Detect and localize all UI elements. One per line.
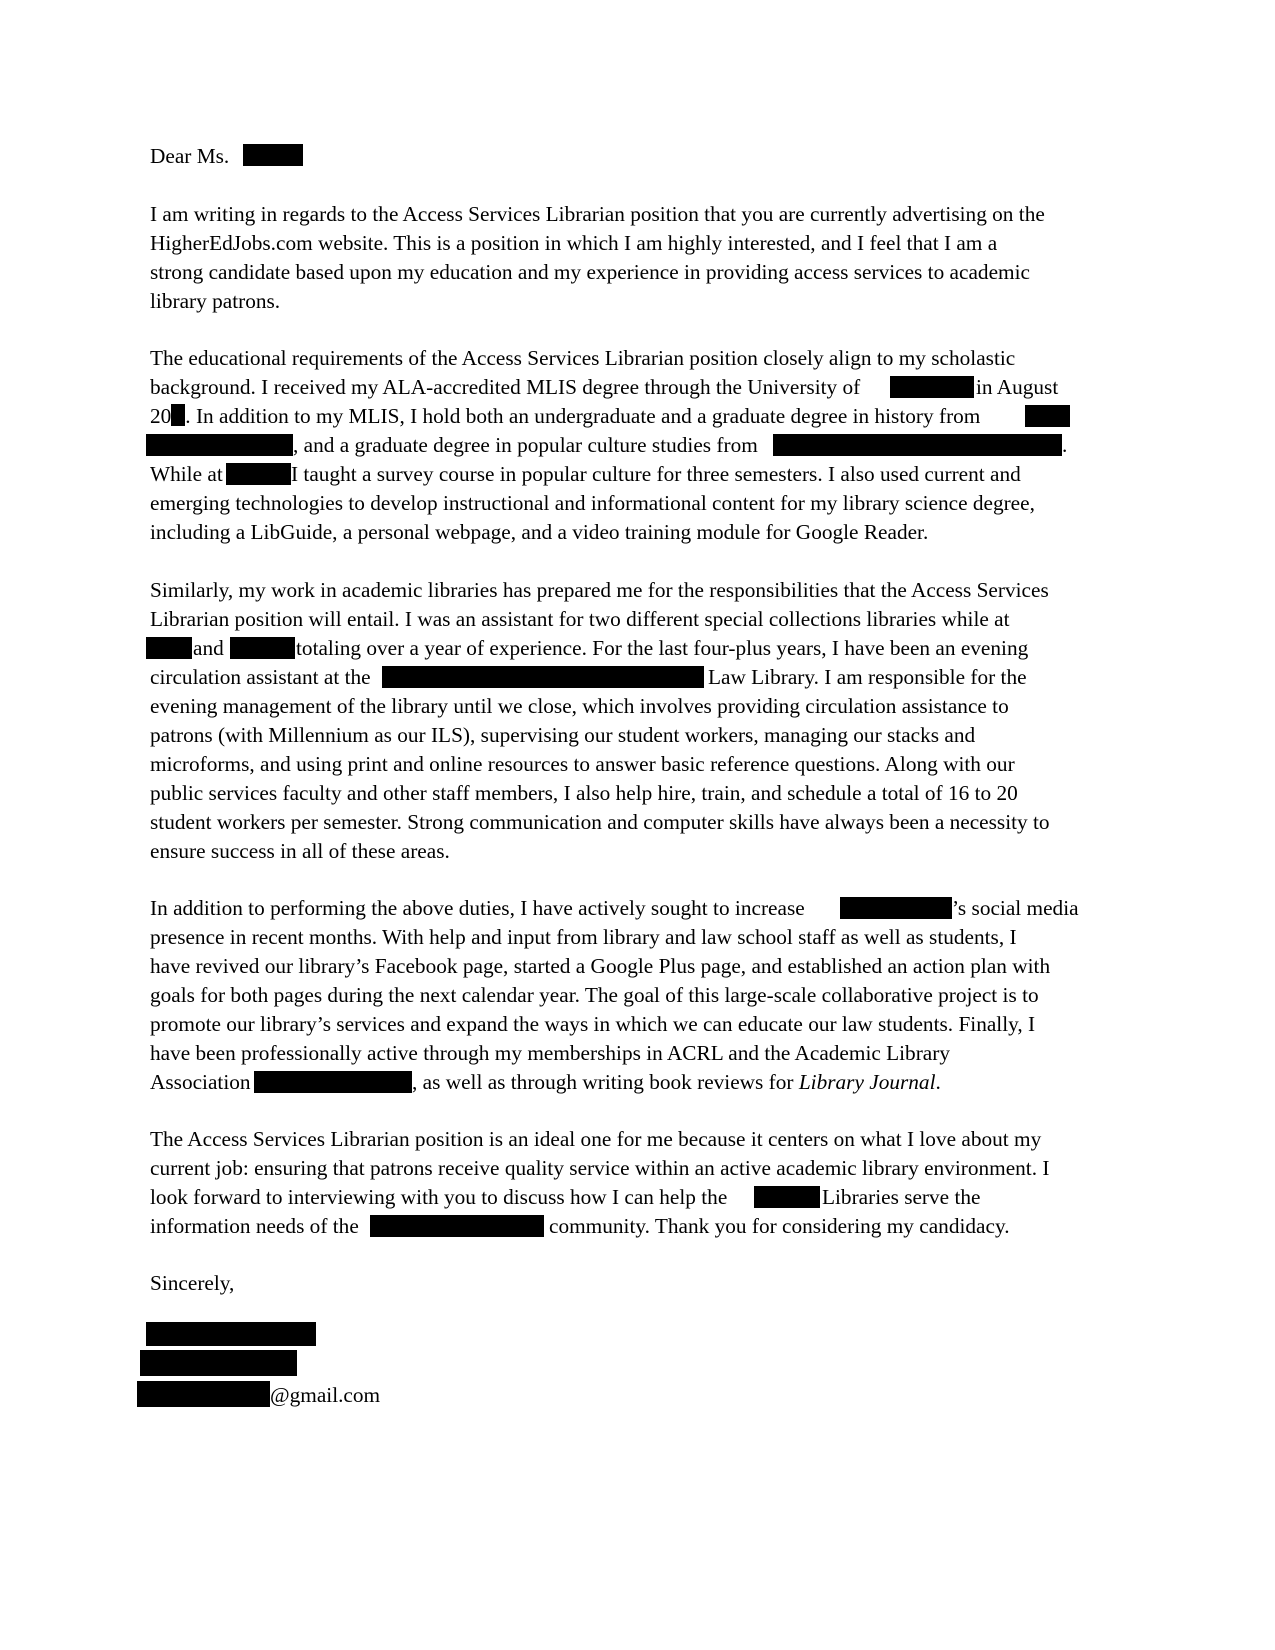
salutation-text: Dear Ms. <box>150 144 230 168</box>
redaction <box>146 434 293 456</box>
paragraph-line: totaling over a year of experience. For the last four-plus years, I have been an evening <box>296 636 1029 660</box>
redaction <box>754 1186 820 1208</box>
paragraph-line <box>150 372 860 402</box>
paragraph-line: strong candidate based upon my education and my experience in providing access services to academic <box>150 260 1030 284</box>
paragraph-line: student workers per semester. Strong communication and computer skills have always been a necessity to <box>150 810 1050 834</box>
paragraph-line: Librarian position will entail. I was an assistant for two different special collections libraries while at <box>150 607 1010 631</box>
paragraph-line: ’s social media <box>952 896 1079 920</box>
redaction <box>370 1215 544 1237</box>
paragraph-line: have revived our library’s Facebook page, started a Google Plus page, and established an action plan with <box>150 954 1051 978</box>
closing: Sincerely, <box>150 1271 235 1295</box>
text-segment: . <box>935 1070 941 1094</box>
paragraph-line: HigherEdJobs.com website. This is a position in which I am highly interested, and I feel that I am a <box>150 231 998 255</box>
redaction <box>840 897 952 919</box>
paragraph-line: presence in recent months. With help and input from library and law school staff as well as students, I <box>150 925 1017 949</box>
redaction <box>773 434 1062 456</box>
paragraph-line: promote our library’s services and expand the ways in which we can educate our law students. Finally, I <box>150 1012 1036 1036</box>
paragraph-line: emerging technologies to develop instructional and informational content for my library science degree, <box>150 491 1035 515</box>
paragraph-line <box>412 1067 941 1097</box>
paragraph-line: circulation assistant at the <box>150 665 371 689</box>
text-segment: , as well as through writing book reviews for <box>412 1070 794 1094</box>
paragraph-line: Libraries serve the <box>822 1185 981 1209</box>
redaction <box>254 1071 412 1093</box>
redaction <box>230 637 295 659</box>
email-suffix: @gmail.com <box>270 1383 381 1407</box>
paragraph-line: information needs of the <box>150 1214 359 1238</box>
text-segment: While at <box>150 462 223 486</box>
redaction <box>146 1322 316 1346</box>
text-segment: background. I received my ALA-accredited MLIS degree through the University of <box>150 375 861 399</box>
paragraph-line: Similarly, my work in academic libraries has prepared me for the responsibilities that the Access Services <box>150 578 1049 602</box>
paragraph-line: Association <box>150 1070 251 1094</box>
paragraph-line: goals for both pages during the next calendar year. The goal of this large-scale collaborative project is to <box>150 983 1039 1007</box>
paragraph-line <box>150 401 980 431</box>
paragraph-line: community. Thank you for considering my candidacy. <box>549 1214 1010 1238</box>
paragraph-line: , and a graduate degree in popular culture studies from <box>293 433 758 457</box>
redaction <box>146 637 192 659</box>
paragraph-line: ensure success in all of these areas. <box>150 839 450 863</box>
redaction <box>382 666 704 688</box>
paragraph-line: public services faculty and other staff members, I also help hire, train, and schedule a total of 16 to 20 <box>150 781 1018 805</box>
paragraph-line: I am writing in regards to the Access Services Librarian position that you are currently advertising on the <box>150 202 1045 226</box>
redaction <box>171 404 185 426</box>
paragraph-line: microforms, and using print and online resources to answer basic reference questions. Along with our <box>150 752 1015 776</box>
text-segment: . In addition to my MLIS, I hold both an undergraduate and a graduate degree in history from <box>185 404 981 428</box>
text-segment: 20 <box>150 404 172 428</box>
paragraph-line: library patrons. <box>150 289 281 313</box>
paragraph-line: In addition to performing the above duties, I have actively sought to increase <box>150 896 805 920</box>
salutation <box>150 141 303 171</box>
redaction <box>890 376 974 398</box>
redaction <box>137 1381 270 1407</box>
paragraph-line: evening management of the library until we close, which involves providing circulation assistance to <box>150 694 1009 718</box>
redaction <box>140 1350 297 1376</box>
paragraph-line: patrons (with Millennium as our ILS), supervising our student workers, managing our stacks and <box>150 723 976 747</box>
paragraph-line: and <box>193 636 224 660</box>
paragraph-line: The educational requirements of the Access Services Librarian position closely align to my scholastic <box>150 346 1016 370</box>
paragraph-line: I taught a survey course in popular culture for three semesters. I also used current and <box>291 462 1021 486</box>
paragraph-line: The Access Services Librarian position is an ideal one for me because it centers on what I love about my <box>150 1127 1042 1151</box>
paragraph-line: in August <box>976 375 1059 399</box>
redaction <box>243 144 303 166</box>
redaction <box>1025 405 1070 427</box>
paragraph-line: . <box>1062 433 1068 457</box>
paragraph-line: look forward to interviewing with you to discuss how I can help the <box>150 1185 728 1209</box>
paragraph-line <box>150 459 223 489</box>
paragraph-line: current job: ensuring that patrons receive quality service within an active academic library environment. I <box>150 1156 1050 1180</box>
redaction <box>226 463 291 485</box>
journal-title: Library Journal <box>798 1070 936 1094</box>
paragraph-line: Law Library. I am responsible for the <box>708 665 1027 689</box>
paragraph-line: including a LibGuide, a personal webpage, and a video training module for Google Reader. <box>150 520 929 544</box>
paragraph-line: have been professionally active through my memberships in ACRL and the Academic Library <box>150 1041 950 1065</box>
